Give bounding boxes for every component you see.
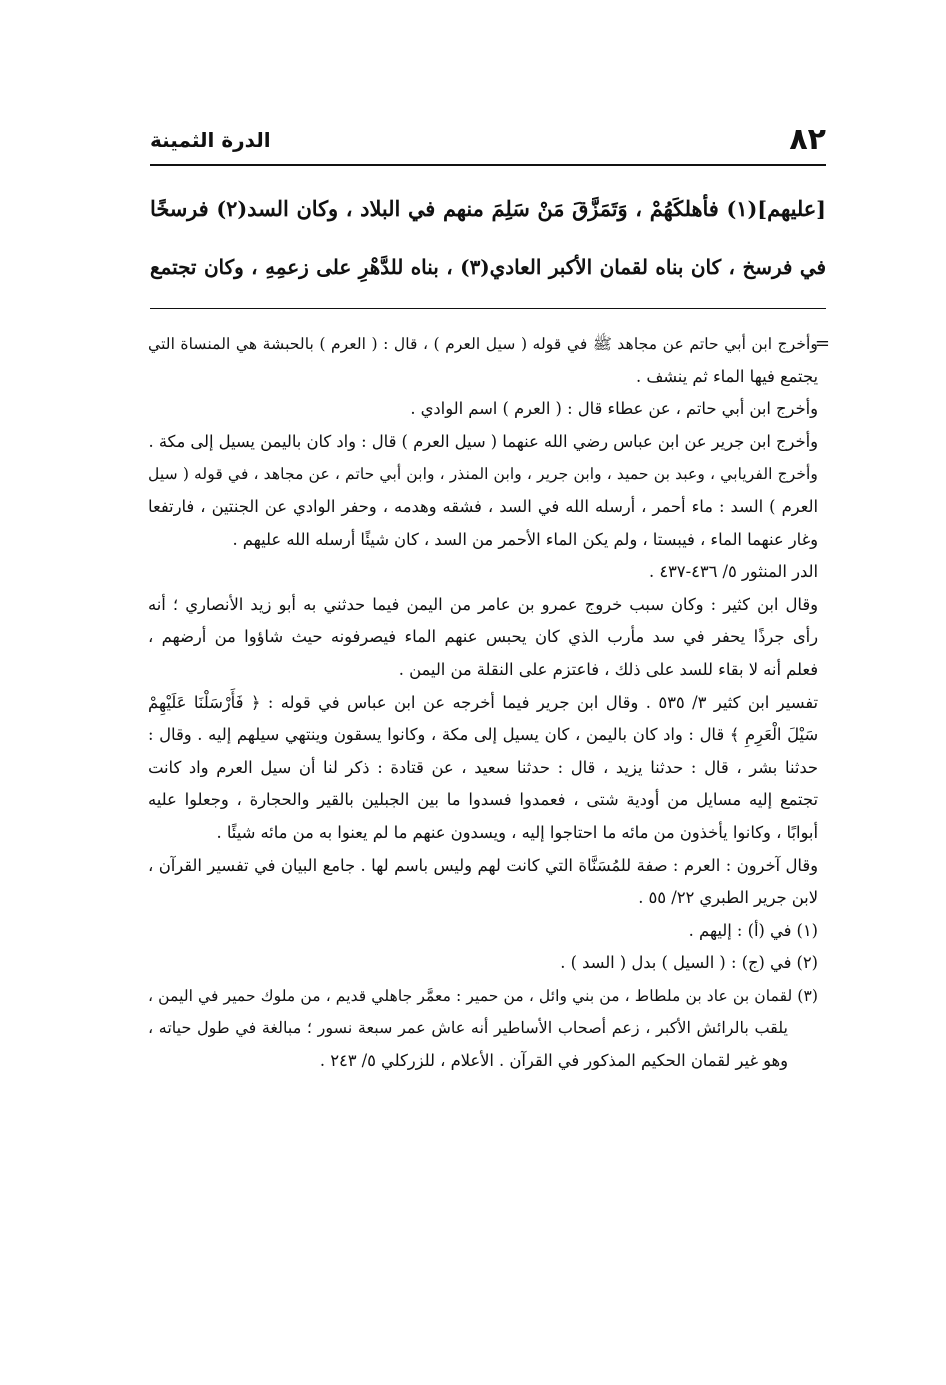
footnote-line: وغار عنهما الماء ، فيبستا ، ولم يكن الماء الأحمر من السد ، كان شيئًا أرسله الله عليهم . [232, 529, 818, 549]
footnote-separator [150, 308, 826, 309]
footnote-line: وأخرج ابن أبي حاتم ، عن عطاء قال : ( العرم ) اسم الوادي . [410, 399, 818, 419]
footnote-line: حدثنا بشر ، قال : حدثنا يزيد ، قال : حدثنا سعيد ، عن قتادة : ذكر لنا أن سيل العرم واد كانت [148, 757, 818, 777]
main-text [150, 180, 826, 296]
footnote-line: وأخرج الفريابي ، وعبد بن حميد ، وابن جرير ، وابن المنذر ، وابن أبي حاتم ، عن مجاهد ، في قوله ( سيل [148, 464, 818, 484]
footnote-number-1: (١) في (أ) : إليهم . [688, 920, 818, 940]
main-text-line: [عليهم](١) فأهلكَهُمْ ، وَتَمَزَّقَ مَنْ سَلِمَ منهم في البلاد ، وكان السد(٢) فرسخًا [150, 196, 826, 221]
footnote-line: تجتمع إليه مسايل من أودية شتى ، فعمدوا فسدوا ما بين الجبلين بالقير والحجارة ، وجعلوا عليه [148, 790, 818, 810]
page-header [150, 120, 826, 160]
footnote-number-2: (٢) في (ج) : ( السيل ) بدل ( السد ) . [560, 953, 818, 973]
footnote-line: العرم ) السد : ماء أحمر ، أرسله الله في السد ، فشقه وهدمه ، وحفر الوادي عن الجنتين ، فارتفعا [148, 496, 818, 516]
footnote-line: فعلم أنه لا بقاء للسد على ذلك ، فاعتزم على النقلة من اليمن . [398, 659, 818, 679]
page-number: ٨٢ [789, 122, 826, 157]
footnote-line: أبوابًا ، وكانوا يأخذون من مائه ما احتاجوا إليه ، ويسدون عنهم ما لم يعنوا به من مائه شيئًا . [216, 822, 818, 842]
footnote-line: وقال آخرون : العرم : صفة للمُسَنَّاة التي كانت لهم وليس باسم لها . جامع البيان في تفسير القرآن ، [148, 855, 818, 875]
footnote-line: وأخرج ابن أبي حاتم عن مجاهد ﷺ في قوله ( سيل العرم ) ، قال : ( العرم ) بالحبشة هي المنساة التي [148, 334, 818, 353]
footnote-line: وهو غير لقمان الحكيم المذكور في القرآن . الأعلام ، للزركلي ٥/ ٢٤٣ . [319, 1051, 788, 1071]
footnotes [148, 328, 830, 1078]
header-rule [150, 164, 826, 166]
footnote-line: سَيْلَ الْعَرِمِ ﴾ قال : واد كان باليمن ، كان يسيل إلى مكة ، وكانوا يسقون وينتهي سيلهم إليه . وقال : [148, 725, 818, 745]
footnote-number-3: (٣) لقمان بن عاد بن ملطاط ، من بني وائل ، من حمير : معمَّر جاهلي قديم ، من ملوك حمير في اليمن ، [148, 985, 818, 1005]
footnote-line: وقال ابن كثير : وكان سبب خروج عمرو بن عامر من اليمن فيما حدثني به أبو زيد الأنصاري ؛ أنه [148, 594, 818, 614]
footnote-line: يلقب بالرائش الأكبر ، زعم أصحاب الأساطير أنه عاش عمر سبعة نسور ؛ مبالغة في طول حياته ، [148, 1018, 788, 1038]
footnote-line: لابن جرير الطبري ٢٢/ ٥٥ . [638, 888, 818, 908]
footnote-line: الدر المنثور ٥/ ٤٣٦-٤٣٧ . [648, 562, 818, 582]
footnote-line: تفسير ابن كثير ٣/ ٥٣٥ . وقال ابن جرير فيما أخرجه عن ابن عباس في قوله : ﴿ فَأَرْسَلْنَا عَلَيْهِمْ [148, 692, 818, 712]
footnote-line: يجتمع فيها الماء ثم ينشف . [636, 366, 818, 386]
footnote-line: وأخرج ابن جرير عن ابن عباس رضي الله عنهما ( سيل العرم ) قال : واد كان باليمن يسيل إلى مكة . [148, 431, 818, 451]
footnote-line: رأى جرذًا يحفر في سد مأرب الذي كان يحبس عنهم الماء فيصرفونه حيث شاؤوا من أرضهم ، [148, 627, 818, 647]
continuation-mark: = [814, 333, 830, 354]
main-text-line: في فرسخ ، كان بناه لقمان الأكبر العادي(٣) ، بناه للدَّهْرِ على زعمِهِ ، وكان تجتمع [150, 255, 827, 279]
book-title: الدرة الثمينة [150, 128, 271, 152]
